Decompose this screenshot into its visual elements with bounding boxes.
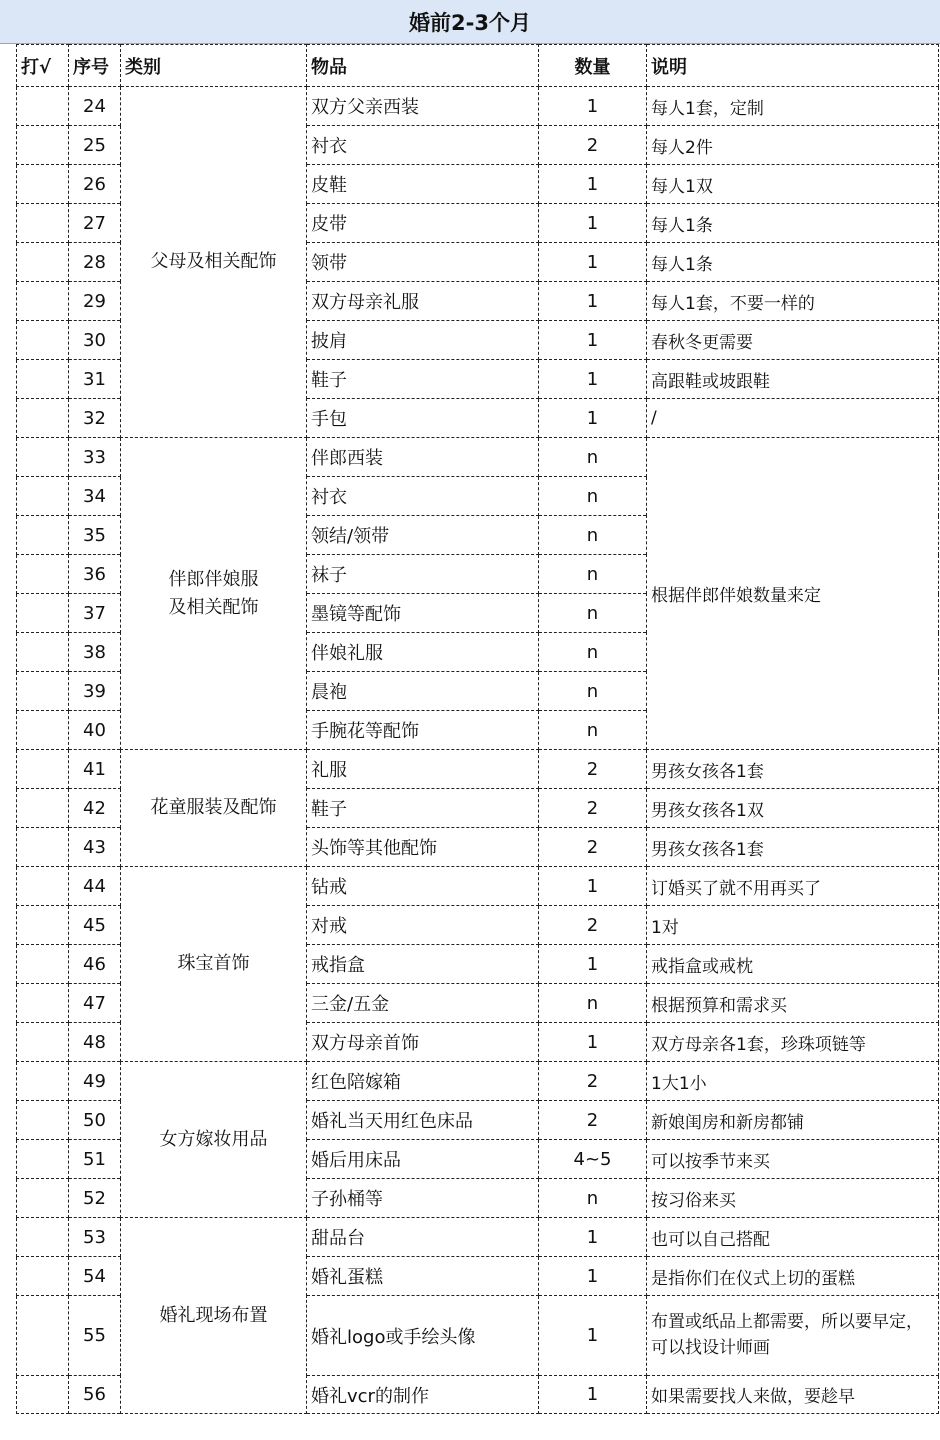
qty-cell: 1	[539, 1376, 647, 1414]
category-cell: 父母及相关配饰	[121, 87, 307, 438]
seq-cell: 42	[69, 789, 121, 828]
seq-cell: 32	[69, 399, 121, 438]
table-row	[17, 87, 939, 126]
note-cell: 双方母亲各1套，珍珠项链等	[647, 1023, 939, 1062]
table-row	[17, 867, 939, 906]
qty-cell: 1	[539, 165, 647, 204]
qty-cell: 2	[539, 126, 647, 165]
check-cell[interactable]	[17, 1218, 69, 1257]
check-cell[interactable]	[17, 360, 69, 399]
note-cell: 如果需要找人来做，要趁早	[647, 1376, 939, 1414]
note-cell: 春秋冬更需要	[647, 321, 939, 360]
header-seq: 序号	[69, 45, 121, 87]
seq-cell: 55	[69, 1296, 121, 1376]
item-cell: 婚礼vcr的制作	[307, 1376, 539, 1414]
item-cell: 披肩	[307, 321, 539, 360]
qty-cell: 1	[539, 867, 647, 906]
checklist-table	[16, 44, 939, 1414]
note-cell: 新娘闺房和新房都铺	[647, 1101, 939, 1140]
check-cell[interactable]	[17, 633, 69, 672]
header-qty: 数量	[539, 45, 647, 87]
check-cell[interactable]	[17, 516, 69, 555]
check-cell[interactable]	[17, 477, 69, 516]
seq-cell: 35	[69, 516, 121, 555]
seq-cell: 52	[69, 1179, 121, 1218]
item-cell: 衬衣	[307, 126, 539, 165]
item-cell: 甜品台	[307, 1218, 539, 1257]
seq-cell: 56	[69, 1376, 121, 1414]
item-cell: 婚后用床品	[307, 1140, 539, 1179]
item-cell: 婚礼蛋糕	[307, 1257, 539, 1296]
note-cell: 男孩女孩各1套	[647, 750, 939, 789]
qty-cell: 2	[539, 906, 647, 945]
qty-cell: 1	[539, 1296, 647, 1376]
table-row	[17, 438, 939, 477]
item-cell: 头饰等其他配饰	[307, 828, 539, 867]
seq-cell: 54	[69, 1257, 121, 1296]
note-cell: 也可以自己搭配	[647, 1218, 939, 1257]
qty-cell: n	[539, 633, 647, 672]
note-cell: 男孩女孩各1双	[647, 789, 939, 828]
check-cell[interactable]	[17, 1101, 69, 1140]
note-cell: 高跟鞋或坡跟鞋	[647, 360, 939, 399]
item-cell: 三金/五金	[307, 984, 539, 1023]
category-cell: 珠宝首饰	[121, 867, 307, 1062]
check-cell[interactable]	[17, 1376, 69, 1414]
item-cell: 皮带	[307, 204, 539, 243]
check-cell[interactable]	[17, 594, 69, 633]
qty-cell: 1	[539, 1023, 647, 1062]
note-cell: 男孩女孩各1套	[647, 828, 939, 867]
seq-cell: 37	[69, 594, 121, 633]
item-cell: 鞋子	[307, 360, 539, 399]
note-cell: 布置或纸品上都需要，所以要早定，可以找设计师画	[647, 1296, 939, 1376]
qty-cell: n	[539, 438, 647, 477]
note-cell: 每人1套，不要一样的	[647, 282, 939, 321]
header-note: 说明	[647, 45, 939, 87]
note-cell: 1大1小	[647, 1062, 939, 1101]
item-cell: 衬衣	[307, 477, 539, 516]
check-cell[interactable]	[17, 126, 69, 165]
qty-cell: n	[539, 477, 647, 516]
note-cell: 戒指盒或戒枕	[647, 945, 939, 984]
seq-cell: 53	[69, 1218, 121, 1257]
item-cell: 领结/领带	[307, 516, 539, 555]
check-cell[interactable]	[17, 1023, 69, 1062]
seq-cell: 50	[69, 1101, 121, 1140]
table-row	[17, 1062, 939, 1101]
seq-cell: 47	[69, 984, 121, 1023]
item-cell: 手腕花等配饰	[307, 711, 539, 750]
item-cell: 墨镜等配饰	[307, 594, 539, 633]
sheet-title	[0, 0, 940, 44]
check-cell[interactable]	[17, 282, 69, 321]
table-row	[17, 750, 939, 789]
header-check: 打√	[17, 45, 69, 87]
seq-cell: 26	[69, 165, 121, 204]
check-cell[interactable]	[17, 1062, 69, 1101]
seq-cell: 31	[69, 360, 121, 399]
note-cell: 按习俗来买	[647, 1179, 939, 1218]
seq-cell: 49	[69, 1062, 121, 1101]
seq-cell: 30	[69, 321, 121, 360]
category-cell: 婚礼现场布置	[121, 1218, 307, 1414]
qty-cell: 2	[539, 1062, 647, 1101]
seq-cell: 27	[69, 204, 121, 243]
table-body	[17, 87, 939, 1414]
check-cell[interactable]	[17, 165, 69, 204]
note-cell: 每人1条	[647, 204, 939, 243]
item-cell: 红色陪嫁箱	[307, 1062, 539, 1101]
seq-cell: 43	[69, 828, 121, 867]
check-cell[interactable]	[17, 984, 69, 1023]
check-cell[interactable]	[17, 243, 69, 282]
seq-cell: 51	[69, 1140, 121, 1179]
qty-cell: 4~5	[539, 1140, 647, 1179]
seq-cell: 24	[69, 87, 121, 126]
check-cell[interactable]	[17, 1296, 69, 1376]
check-cell[interactable]	[17, 789, 69, 828]
qty-cell: 1	[539, 87, 647, 126]
seq-cell: 40	[69, 711, 121, 750]
seq-cell: 33	[69, 438, 121, 477]
item-cell: 子孙桶等	[307, 1179, 539, 1218]
qty-cell: 2	[539, 750, 647, 789]
check-cell[interactable]	[17, 1140, 69, 1179]
qty-cell: n	[539, 594, 647, 633]
item-cell: 双方父亲西装	[307, 87, 539, 126]
note-cell: 每人2件	[647, 126, 939, 165]
qty-cell: 1	[539, 321, 647, 360]
check-cell[interactable]	[17, 399, 69, 438]
seq-cell: 36	[69, 555, 121, 594]
header-row	[17, 45, 939, 87]
qty-cell: 1	[539, 399, 647, 438]
seq-cell: 28	[69, 243, 121, 282]
qty-cell: 1	[539, 282, 647, 321]
note-cell: 根据预算和需求买	[647, 984, 939, 1023]
item-cell: 鞋子	[307, 789, 539, 828]
header-item: 物品	[307, 45, 539, 87]
qty-cell: n	[539, 555, 647, 594]
category-cell: 伴郎伴娘服 及相关配饰	[121, 438, 307, 750]
seq-cell: 48	[69, 1023, 121, 1062]
qty-cell: 1	[539, 243, 647, 282]
qty-cell: 2	[539, 1101, 647, 1140]
seq-cell: 34	[69, 477, 121, 516]
table-row	[17, 1218, 939, 1257]
check-cell[interactable]	[17, 87, 69, 126]
note-cell: 每人1套，定制	[647, 87, 939, 126]
qty-cell: n	[539, 711, 647, 750]
item-cell: 婚礼logo或手绘头像	[307, 1296, 539, 1376]
note-cell: 每人1条	[647, 243, 939, 282]
seq-cell: 25	[69, 126, 121, 165]
item-cell: 袜子	[307, 555, 539, 594]
item-cell: 礼服	[307, 750, 539, 789]
qty-cell: n	[539, 1179, 647, 1218]
check-cell[interactable]	[17, 1257, 69, 1296]
note-cell: 可以按季节来买	[647, 1140, 939, 1179]
note-cell: /	[647, 399, 939, 438]
item-cell: 婚礼当天用红色床品	[307, 1101, 539, 1140]
item-cell: 皮鞋	[307, 165, 539, 204]
check-cell[interactable]	[17, 321, 69, 360]
check-cell[interactable]	[17, 672, 69, 711]
check-cell[interactable]	[17, 438, 69, 477]
item-cell: 双方母亲礼服	[307, 282, 539, 321]
seq-cell: 44	[69, 867, 121, 906]
check-cell[interactable]	[17, 555, 69, 594]
item-cell: 对戒	[307, 906, 539, 945]
qty-cell: 1	[539, 1257, 647, 1296]
check-cell[interactable]	[17, 906, 69, 945]
qty-cell: 1	[539, 204, 647, 243]
header-category: 类别	[121, 45, 307, 87]
sheet-title-text: 婚前2-3个月	[409, 10, 531, 35]
check-cell[interactable]	[17, 945, 69, 984]
item-cell: 双方母亲首饰	[307, 1023, 539, 1062]
note-cell: 1对	[647, 906, 939, 945]
qty-cell: 1	[539, 1218, 647, 1257]
category-cell: 花童服装及配饰	[121, 750, 307, 867]
qty-cell: 2	[539, 789, 647, 828]
qty-cell: n	[539, 516, 647, 555]
category-cell: 女方嫁妆用品	[121, 1062, 307, 1218]
item-cell: 伴娘礼服	[307, 633, 539, 672]
qty-cell: n	[539, 984, 647, 1023]
item-cell: 戒指盒	[307, 945, 539, 984]
seq-cell: 39	[69, 672, 121, 711]
note-cell: 是指你们在仪式上切的蛋糕	[647, 1257, 939, 1296]
check-cell[interactable]	[17, 204, 69, 243]
seq-cell: 29	[69, 282, 121, 321]
item-cell: 领带	[307, 243, 539, 282]
item-cell: 伴郎西装	[307, 438, 539, 477]
note-cell: 每人1双	[647, 165, 939, 204]
qty-cell: 1	[539, 360, 647, 399]
item-cell: 钻戒	[307, 867, 539, 906]
item-cell: 晨袍	[307, 672, 539, 711]
qty-cell: n	[539, 672, 647, 711]
qty-cell: 1	[539, 945, 647, 984]
check-cell[interactable]	[17, 750, 69, 789]
seq-cell: 38	[69, 633, 121, 672]
seq-cell: 46	[69, 945, 121, 984]
check-cell[interactable]	[17, 711, 69, 750]
note-cell: 根据伴郎伴娘数量来定	[647, 438, 939, 750]
check-cell[interactable]	[17, 1179, 69, 1218]
qty-cell: 2	[539, 828, 647, 867]
seq-cell: 45	[69, 906, 121, 945]
item-cell: 手包	[307, 399, 539, 438]
note-cell: 订婚买了就不用再买了	[647, 867, 939, 906]
check-cell[interactable]	[17, 828, 69, 867]
seq-cell: 41	[69, 750, 121, 789]
check-cell[interactable]	[17, 867, 69, 906]
